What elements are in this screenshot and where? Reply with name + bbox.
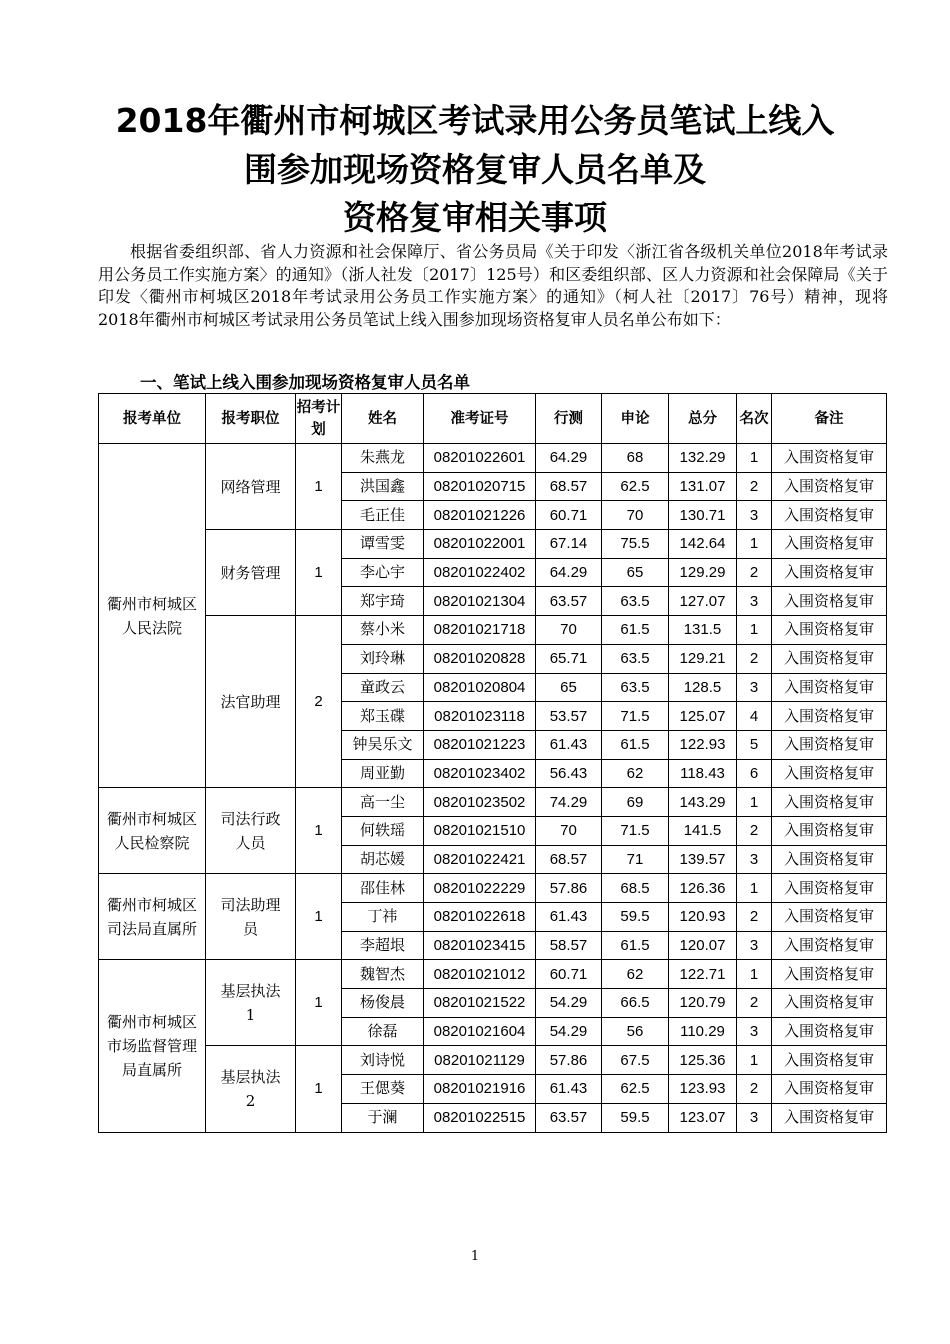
- exam-id-cell: 08201020804: [424, 673, 536, 702]
- exam-id-cell: 08201021223: [424, 730, 536, 759]
- position-cell: 法官助理: [206, 616, 296, 788]
- shenlun-cell: 62: [602, 960, 669, 989]
- exam-id-cell: 08201023502: [424, 788, 536, 817]
- shenlun-cell: 68.5: [602, 874, 669, 903]
- unit-cell: 衢州市柯城区人民检察院: [99, 788, 206, 874]
- note-cell: 入围资格复审: [772, 616, 887, 645]
- note-cell: 入围资格复审: [772, 587, 887, 616]
- name-cell: 高一尘: [342, 788, 424, 817]
- rank-cell: 1: [737, 616, 772, 645]
- name-cell: 于澜: [342, 1103, 424, 1132]
- rank-cell: 2: [737, 816, 772, 845]
- name-cell: 童政云: [342, 673, 424, 702]
- shenlun-cell: 61.5: [602, 616, 669, 645]
- exam-id-cell: 08201022601: [424, 444, 536, 473]
- name-cell: 蔡小米: [342, 616, 424, 645]
- rank-cell: 3: [737, 587, 772, 616]
- shenlun-cell: 63.5: [602, 587, 669, 616]
- rank-cell: 1: [737, 444, 772, 473]
- exam-id-cell: 08201022001: [424, 530, 536, 559]
- exam-id-cell: 08201021304: [424, 587, 536, 616]
- shenlun-cell: 61.5: [602, 931, 669, 960]
- exam-id-cell: 08201021718: [424, 616, 536, 645]
- exam-id-cell: 08201020715: [424, 472, 536, 501]
- note-cell: 入围资格复审: [772, 931, 887, 960]
- total-cell: 125.07: [669, 702, 737, 731]
- exam-id-cell: 08201022402: [424, 558, 536, 587]
- rank-cell: 1: [737, 788, 772, 817]
- name-cell: 王偲葵: [342, 1075, 424, 1104]
- rank-cell: 2: [737, 558, 772, 587]
- shenlun-cell: 68: [602, 444, 669, 473]
- note-cell: 入围资格复审: [772, 759, 887, 788]
- name-cell: 何轶瑶: [342, 816, 424, 845]
- total-cell: 118.43: [669, 759, 737, 788]
- intro-text: 根据省委组织部、省人力资源和社会保障厅、省公务员局《关于印发〈浙江省各级机关单位2018年考试录用公务员工作实施方案〉的通知》（浙人社发〔2017〕125号）和区委组织部、区人力资源和社会保障局《关于印发〈衢州市柯城区2018年考试录用公务员工作实施方案〉的通知》（柯人社〔2017〕76号）精神，现将2018年衢州市柯城区考试录用公务员笔试上线入围参加现场资格复审人员名单公布如下：: [98, 242, 888, 329]
- shenlun-cell: 71.5: [602, 816, 669, 845]
- note-cell: 入围资格复审: [772, 702, 887, 731]
- header-shenlun: 申论: [602, 394, 669, 444]
- shenlun-cell: 71.5: [602, 702, 669, 731]
- xingce-cell: 61.43: [536, 1075, 602, 1104]
- exam-id-cell: 08201021012: [424, 960, 536, 989]
- position-cell: 司法行政人员: [206, 788, 296, 874]
- xingce-cell: 65.71: [536, 644, 602, 673]
- total-cell: 132.29: [669, 444, 737, 473]
- shenlun-cell: 69: [602, 788, 669, 817]
- plan-cell: 1: [296, 444, 342, 530]
- rank-cell: 2: [737, 903, 772, 932]
- name-cell: 胡芯媛: [342, 845, 424, 874]
- note-cell: 入围资格复审: [772, 530, 887, 559]
- xingce-cell: 70: [536, 816, 602, 845]
- exam-id-cell: 08201023402: [424, 759, 536, 788]
- total-cell: 131.5: [669, 616, 737, 645]
- intro-paragraph: [98, 241, 888, 331]
- total-cell: 143.29: [669, 788, 737, 817]
- note-cell: 入围资格复审: [772, 845, 887, 874]
- name-cell: 朱燕龙: [342, 444, 424, 473]
- note-cell: 入围资格复审: [772, 730, 887, 759]
- rank-cell: 2: [737, 472, 772, 501]
- total-cell: 120.79: [669, 989, 737, 1018]
- total-cell: 120.93: [669, 903, 737, 932]
- candidate-table: [98, 393, 887, 1133]
- exam-id-cell: 08201022229: [424, 874, 536, 903]
- exam-id-cell: 08201021916: [424, 1075, 536, 1104]
- rank-cell: 3: [737, 845, 772, 874]
- note-cell: 入围资格复审: [772, 788, 887, 817]
- shenlun-cell: 63.5: [602, 644, 669, 673]
- xingce-cell: 64.29: [536, 558, 602, 587]
- total-cell: 122.71: [669, 960, 737, 989]
- xingce-cell: 68.57: [536, 472, 602, 501]
- total-cell: 126.36: [669, 874, 737, 903]
- xingce-cell: 61.43: [536, 730, 602, 759]
- name-cell: 魏智杰: [342, 960, 424, 989]
- note-cell: 入围资格复审: [772, 1017, 887, 1046]
- plan-cell: 2: [296, 616, 342, 788]
- rank-cell: 1: [737, 1046, 772, 1075]
- total-cell: 141.5: [669, 816, 737, 845]
- table-row: [99, 444, 887, 473]
- total-cell: 129.29: [669, 558, 737, 587]
- name-cell: 谭雪雯: [342, 530, 424, 559]
- name-cell: 邵佳林: [342, 874, 424, 903]
- header-note: 备注: [772, 394, 887, 444]
- position-cell: 网络管理: [206, 444, 296, 530]
- xingce-cell: 63.57: [536, 1103, 602, 1132]
- note-cell: 入围资格复审: [772, 903, 887, 932]
- unit-cell: 衢州市柯城区人民法院: [99, 444, 206, 788]
- shenlun-cell: 71: [602, 845, 669, 874]
- shenlun-cell: 66.5: [602, 989, 669, 1018]
- shenlun-cell: 61.5: [602, 730, 669, 759]
- unit-cell: 衢州市柯城区市场监督管理局直属所: [99, 960, 206, 1132]
- header-xingce: 行测: [536, 394, 602, 444]
- rank-cell: 6: [737, 759, 772, 788]
- shenlun-cell: 65: [602, 558, 669, 587]
- xingce-cell: 60.71: [536, 960, 602, 989]
- rank-cell: 2: [737, 1075, 772, 1104]
- position-cell: 基层执法1: [206, 960, 296, 1046]
- title-line-2: 围参加现场资格复审人员名单及: [244, 150, 706, 189]
- plan-cell: 1: [296, 874, 342, 960]
- name-cell: 钟吴乐文: [342, 730, 424, 759]
- table-row: [99, 788, 887, 817]
- shenlun-cell: 63.5: [602, 673, 669, 702]
- page-number: 1: [470, 1249, 480, 1264]
- note-cell: 入围资格复审: [772, 558, 887, 587]
- position-cell: 基层执法2: [206, 1046, 296, 1132]
- shenlun-cell: 62.5: [602, 1075, 669, 1104]
- xingce-cell: 53.57: [536, 702, 602, 731]
- exam-id-cell: 08201021510: [424, 816, 536, 845]
- xingce-cell: 57.86: [536, 1046, 602, 1075]
- xingce-cell: 63.57: [536, 587, 602, 616]
- name-cell: 郑玉碟: [342, 702, 424, 731]
- xingce-cell: 61.43: [536, 903, 602, 932]
- total-cell: 129.21: [669, 644, 737, 673]
- exam-id-cell: 08201021129: [424, 1046, 536, 1075]
- name-cell: 丁祎: [342, 903, 424, 932]
- rank-cell: 4: [737, 702, 772, 731]
- note-cell: 入围资格复审: [772, 472, 887, 501]
- note-cell: 入围资格复审: [772, 444, 887, 473]
- xingce-cell: 67.14: [536, 530, 602, 559]
- position-cell: 财务管理: [206, 530, 296, 616]
- rank-cell: 1: [737, 874, 772, 903]
- note-cell: 入围资格复审: [772, 816, 887, 845]
- xingce-cell: 57.86: [536, 874, 602, 903]
- xingce-cell: 65: [536, 673, 602, 702]
- rank-cell: 2: [737, 644, 772, 673]
- xingce-cell: 60.71: [536, 501, 602, 530]
- header-exam-id: 准考证号: [424, 394, 536, 444]
- name-cell: 杨俊晨: [342, 989, 424, 1018]
- section-heading: 一、笔试上线入围参加现场资格复审人员名单: [140, 373, 470, 392]
- exam-id-cell: 08201021604: [424, 1017, 536, 1046]
- xingce-cell: 74.29: [536, 788, 602, 817]
- name-cell: 刘诗悦: [342, 1046, 424, 1075]
- note-cell: 入围资格复审: [772, 1046, 887, 1075]
- name-cell: 洪国鑫: [342, 472, 424, 501]
- header-unit: 报考单位: [99, 394, 206, 444]
- total-cell: 139.57: [669, 845, 737, 874]
- xingce-cell: 58.57: [536, 931, 602, 960]
- note-cell: 入围资格复审: [772, 989, 887, 1018]
- xingce-cell: 56.43: [536, 759, 602, 788]
- exam-id-cell: 08201022618: [424, 903, 536, 932]
- total-cell: 127.07: [669, 587, 737, 616]
- plan-cell: 1: [296, 1046, 342, 1132]
- rank-cell: 5: [737, 730, 772, 759]
- position-cell: 司法助理员: [206, 874, 296, 960]
- shenlun-cell: 56: [602, 1017, 669, 1046]
- total-cell: 123.07: [669, 1103, 737, 1132]
- name-cell: 周亚勤: [342, 759, 424, 788]
- title-line-1: 2018年衢州市柯城区考试录用公务员笔试上线入: [115, 101, 835, 140]
- xingce-cell: 68.57: [536, 845, 602, 874]
- rank-cell: 1: [737, 530, 772, 559]
- xingce-cell: 54.29: [536, 989, 602, 1018]
- plan-cell: 1: [296, 530, 342, 616]
- note-cell: 入围资格复审: [772, 673, 887, 702]
- note-cell: 入围资格复审: [772, 501, 887, 530]
- exam-id-cell: 08201022421: [424, 845, 536, 874]
- rank-cell: 2: [737, 989, 772, 1018]
- rank-cell: 3: [737, 931, 772, 960]
- name-cell: 徐磊: [342, 1017, 424, 1046]
- note-cell: 入围资格复审: [772, 874, 887, 903]
- shenlun-cell: 59.5: [602, 1103, 669, 1132]
- rank-cell: 3: [737, 1103, 772, 1132]
- total-cell: 130.71: [669, 501, 737, 530]
- header-rank: 名次: [737, 394, 772, 444]
- exam-id-cell: 08201023415: [424, 931, 536, 960]
- name-cell: 李超垠: [342, 931, 424, 960]
- rank-cell: 3: [737, 1017, 772, 1046]
- header-position: 报考职位: [206, 394, 296, 444]
- name-cell: 毛正佳: [342, 501, 424, 530]
- xingce-cell: 54.29: [536, 1017, 602, 1046]
- plan-cell: 1: [296, 788, 342, 874]
- rank-cell: 3: [737, 673, 772, 702]
- exam-id-cell: 08201023118: [424, 702, 536, 731]
- total-cell: 128.5: [669, 673, 737, 702]
- table-row: [99, 616, 887, 645]
- total-cell: 131.07: [669, 472, 737, 501]
- total-cell: 110.29: [669, 1017, 737, 1046]
- rank-cell: 3: [737, 501, 772, 530]
- plan-cell: 1: [296, 960, 342, 1046]
- note-cell: 入围资格复审: [772, 960, 887, 989]
- table-row: [99, 1046, 887, 1075]
- header-plan: 招考计划: [296, 394, 342, 444]
- table-row: [99, 530, 887, 559]
- name-cell: 郑宇琦: [342, 587, 424, 616]
- note-cell: 入围资格复审: [772, 644, 887, 673]
- exam-id-cell: 08201021226: [424, 501, 536, 530]
- header-total: 总分: [669, 394, 737, 444]
- xingce-cell: 64.29: [536, 444, 602, 473]
- total-cell: 122.93: [669, 730, 737, 759]
- shenlun-cell: 62: [602, 759, 669, 788]
- xingce-cell: 70: [536, 616, 602, 645]
- name-cell: 李心宇: [342, 558, 424, 587]
- total-cell: 120.07: [669, 931, 737, 960]
- header-name: 姓名: [342, 394, 424, 444]
- total-cell: 123.93: [669, 1075, 737, 1104]
- table-row: [99, 960, 887, 989]
- note-cell: 入围资格复审: [772, 1075, 887, 1104]
- title-line-3: 资格复审相关事项: [343, 198, 607, 237]
- shenlun-cell: 67.5: [602, 1046, 669, 1075]
- total-cell: 142.64: [669, 530, 737, 559]
- shenlun-cell: 70: [602, 501, 669, 530]
- rank-cell: 1: [737, 960, 772, 989]
- table-row: [99, 874, 887, 903]
- exam-id-cell: 08201020828: [424, 644, 536, 673]
- shenlun-cell: 59.5: [602, 903, 669, 932]
- exam-id-cell: 08201021522: [424, 989, 536, 1018]
- note-cell: 入围资格复审: [772, 1103, 887, 1132]
- shenlun-cell: 75.5: [602, 530, 669, 559]
- name-cell: 刘玲琳: [342, 644, 424, 673]
- total-cell: 125.36: [669, 1046, 737, 1075]
- table-header-row: [99, 394, 887, 444]
- unit-cell: 衢州市柯城区司法局直属所: [99, 874, 206, 960]
- exam-id-cell: 08201022515: [424, 1103, 536, 1132]
- shenlun-cell: 62.5: [602, 472, 669, 501]
